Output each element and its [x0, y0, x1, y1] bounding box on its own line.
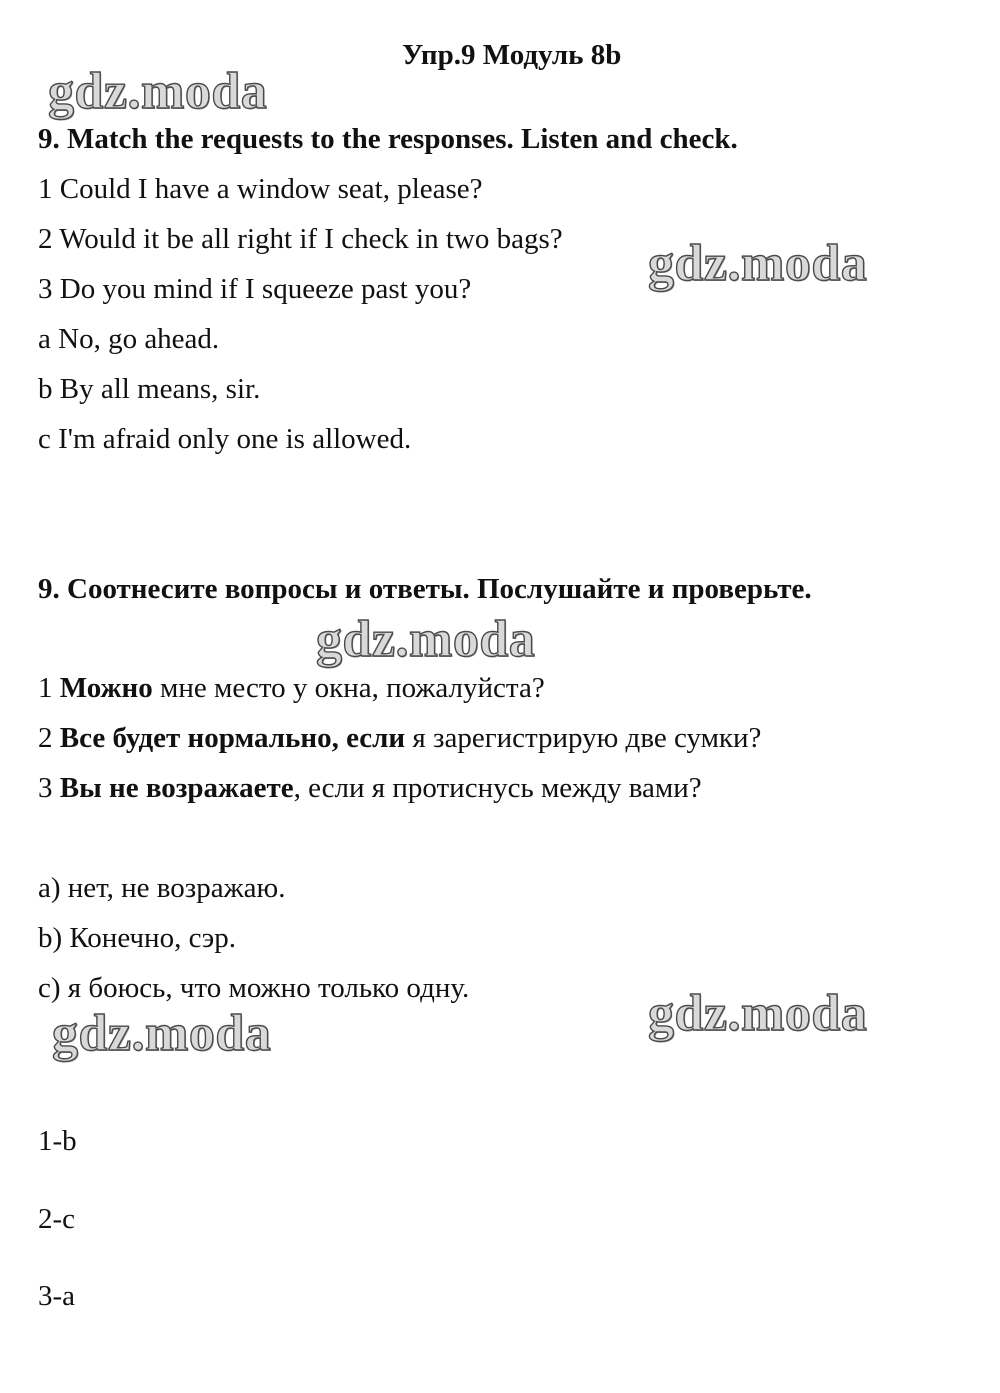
exercise-heading-ru: 9. Соотнесите вопросы и ответы. Послушайте и проверьте. [38, 573, 812, 605]
request-item-ru [38, 721, 761, 755]
item-text: я зарегистрирую две сумки? [405, 722, 762, 754]
key-phrase: Можно [59, 672, 153, 704]
answer-item: 3-a [38, 1280, 76, 1312]
item-number: 1 [38, 672, 60, 704]
request-item-ru [38, 671, 545, 705]
response-item-ru: a) нет, не возражаю. [38, 872, 286, 904]
item-text: мне место у окна, пожалуйста? [152, 672, 545, 704]
request-item-ru [38, 771, 702, 805]
watermark-logo: gdz.moda [316, 611, 536, 668]
item-text: , если я протиснусь между вами? [293, 772, 702, 804]
request-item-en: 3 Do you mind if I squeeze past you? [38, 273, 472, 305]
watermark-logo: gdz.moda [648, 985, 868, 1042]
answer-item: 1-b [38, 1125, 77, 1157]
watermark-logo: gdz.moda [648, 235, 868, 292]
response-item-en: c I'm afraid only one is allowed. [38, 423, 412, 455]
item-number: 2 [38, 722, 60, 754]
key-phrase: Вы не возражаете [59, 772, 294, 804]
response-item-ru: c) я боюсь, что можно только одну. [38, 972, 470, 1004]
watermark-logo: gdz.moda [48, 63, 268, 120]
item-number: 3 [38, 772, 60, 804]
response-item-ru: b) Конечно, сэр. [38, 922, 237, 954]
watermark-logo: gdz.moda [52, 1005, 272, 1062]
request-item-en: 2 Would it be all right if I check in two bags? [38, 223, 563, 255]
request-item-en: 1 Could I have a window seat, please? [38, 173, 483, 205]
exercise-heading-en: 9. Match the requests to the responses. Listen and check. [38, 123, 738, 155]
key-phrase: Все будет нормально, если [59, 722, 406, 754]
answer-item: 2-c [38, 1203, 76, 1235]
response-item-en: b By all means, sir. [38, 373, 261, 405]
response-item-en: a No, go ahead. [38, 323, 220, 355]
page-title: Упр.9 Модуль 8b [402, 39, 622, 71]
